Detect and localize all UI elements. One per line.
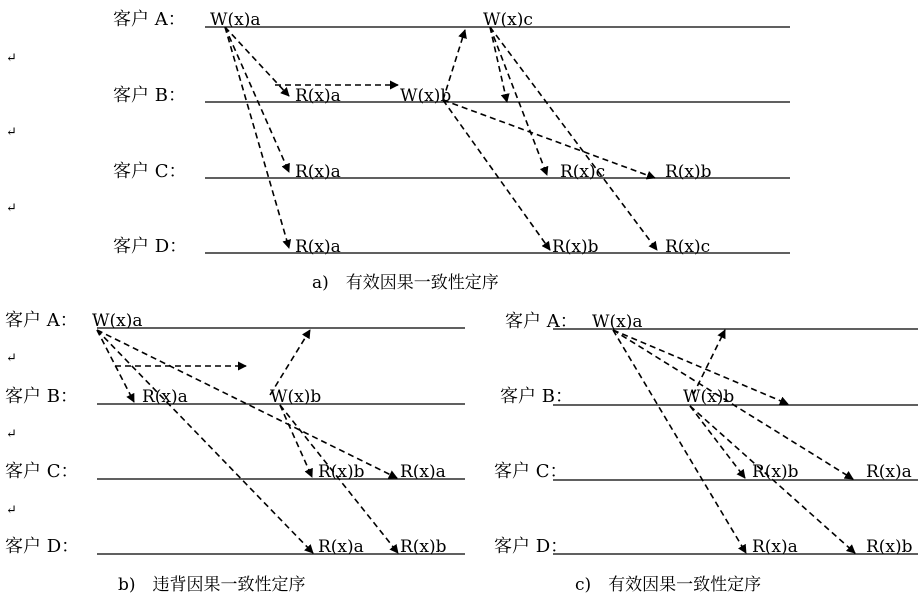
op-write: W(x)c — [483, 10, 533, 30]
client-c-label: 客户 C： — [113, 161, 187, 182]
paragraph-mark: ↵ — [6, 503, 17, 518]
op-write: W(x)a — [92, 311, 143, 331]
op-write: W(x)a — [210, 10, 261, 30]
message-arrow — [443, 100, 550, 250]
message-arrow — [97, 330, 313, 553]
message-arrow — [443, 100, 655, 178]
message-arrow — [613, 330, 746, 553]
op-read: R(x)a — [752, 537, 798, 557]
op-write: W(x)a — [592, 312, 643, 332]
op-read: R(x)a — [295, 237, 341, 257]
paragraph-mark: ↵ — [6, 351, 17, 366]
paragraph-mark: ↵ — [6, 125, 17, 140]
client-a-label: 客户 A： — [5, 310, 78, 331]
op-read: R(x)a — [400, 462, 446, 482]
client-c-label: 客户 C： — [5, 461, 79, 482]
message-arrow — [443, 30, 465, 100]
client-d-label: 客户 D： — [113, 236, 188, 257]
paragraph-mark: ↵ — [6, 201, 17, 216]
op-read: R(x)a — [318, 537, 364, 557]
message-arrow — [490, 27, 547, 175]
panel-caption: c) 有效因果一致性定序 — [575, 575, 762, 595]
client-a-label: 客户 A： — [113, 9, 186, 30]
op-read: R(x)a — [866, 462, 912, 482]
message-arrow — [693, 330, 725, 395]
op-read: R(x)a — [295, 162, 341, 182]
message-arrow — [270, 330, 310, 395]
client-b-label: 客户 B： — [113, 85, 186, 106]
message-arrow — [225, 27, 289, 248]
client-b-label: 客户 B： — [500, 386, 573, 407]
message-arrow — [690, 406, 745, 478]
op-read: R(x)c — [560, 162, 606, 182]
op-read: R(x)b — [400, 537, 447, 557]
panel-b — [5, 310, 465, 595]
paragraph-mark: ↵ — [6, 51, 17, 66]
panel-caption: b) 违背因果一致性定序 — [118, 575, 306, 595]
message-arrow — [280, 405, 312, 477]
message-arrow — [490, 27, 657, 250]
op-read: R(x)b — [866, 537, 913, 557]
client-c-label: 客户 C： — [494, 461, 568, 482]
op-read: R(x)b — [665, 162, 712, 182]
op-write: W(x)b — [270, 387, 322, 407]
panel-caption: a) 有效因果一致性定序 — [312, 273, 499, 293]
op-read: R(x)c — [665, 237, 711, 257]
client-b-label: 客户 B： — [5, 386, 78, 407]
op-write: W(x)b — [683, 387, 735, 407]
op-read: R(x)b — [552, 237, 599, 257]
panel-a — [113, 9, 790, 293]
client-d-label: 客户 D： — [494, 536, 569, 557]
panel-c — [494, 311, 918, 595]
op-read: R(x)a — [295, 86, 341, 106]
paragraph-mark: ↵ — [6, 427, 17, 442]
op-write: W(x)b — [400, 86, 452, 106]
op-read: R(x)b — [752, 462, 799, 482]
client-a-label: 客户 A： — [505, 311, 578, 332]
message-arrow — [225, 27, 289, 172]
op-read: R(x)a — [142, 387, 188, 407]
client-d-label: 客户 D： — [5, 536, 80, 557]
op-read: R(x)b — [318, 462, 365, 482]
